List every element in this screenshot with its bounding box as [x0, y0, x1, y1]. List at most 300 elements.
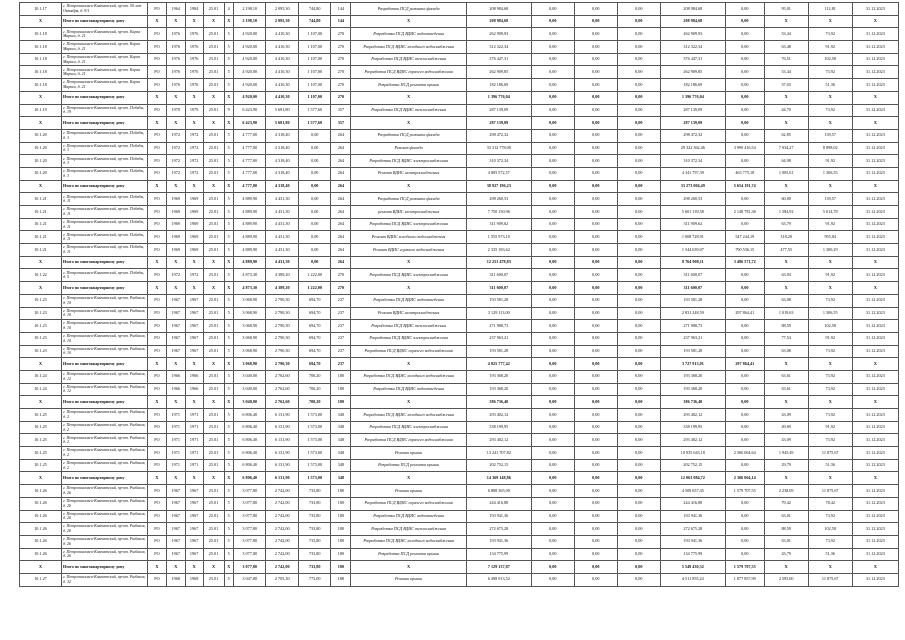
- cell-u1: 0,00: [725, 129, 764, 142]
- cell-n: 144: [331, 3, 351, 16]
- cell-x-marker: X: [166, 117, 185, 130]
- cell-y1: 1971: [166, 434, 185, 447]
- cell-s2: 2 790,30: [266, 345, 299, 358]
- cell-n: 264: [331, 142, 351, 155]
- cell-x-marker: X: [808, 472, 852, 485]
- cell-s3: 1 107,00: [298, 91, 331, 104]
- cell-x-marker: X: [351, 282, 466, 295]
- cell-work: Разработка ПСД ВДИС электроснабжения: [351, 155, 466, 168]
- cell-mat: РО: [147, 497, 166, 510]
- cell-date: 31.12.2023: [852, 447, 898, 460]
- cell-s3: 0,00: [298, 129, 331, 142]
- cell-f2: 0,00: [574, 472, 617, 485]
- cell-date: 31.12.2023: [852, 53, 898, 66]
- cell-x-marker: X: [147, 117, 166, 130]
- cell-f3: 0,00: [617, 79, 660, 92]
- cell-s2: 6 131,90: [266, 434, 299, 447]
- cell-y1: 1969: [166, 206, 185, 219]
- cell-y1: 1967: [166, 548, 185, 561]
- cell-s3: 733,80: [298, 548, 331, 561]
- cell-addr: г. Петропавловск-Камчатский, пр-кт. Карла Маркса, д. 21: [61, 41, 147, 54]
- cell-u2: 1 945,49: [764, 447, 808, 460]
- cell-x-marker: X: [20, 561, 62, 574]
- cell-addr: г. Петропавловск-Камчатский, пр-кт. Рыбаков, д. 10: [61, 332, 147, 345]
- cell-id: 10.1.26: [20, 535, 62, 548]
- cell-f2: 0,00: [574, 434, 617, 447]
- cell-n: 357: [331, 117, 351, 130]
- cell-fl: 5: [224, 218, 233, 231]
- cell-f2: 0,00: [574, 535, 617, 548]
- cell-mat: РО: [147, 167, 166, 180]
- cell-u3: 1 306,55: [808, 307, 852, 320]
- cell-x-marker: X: [147, 358, 166, 371]
- cell-fl: 5: [224, 497, 233, 510]
- cell-s2: 6 131,90: [266, 447, 299, 460]
- table-row: [20, 320, 899, 333]
- cell-own: 298 472,32: [660, 129, 725, 142]
- cell-s3: 700,20: [298, 396, 331, 409]
- cell-addr: г. Петропавловск-Камчатский, пр-кт. Рыбаков, д. 26: [61, 510, 147, 523]
- cell-id: 10.1.25: [20, 459, 62, 472]
- cell-cost: 13 241 707,82: [466, 447, 531, 460]
- cell-u3: 112,81: [808, 3, 852, 16]
- cell-y1: 1964: [166, 3, 185, 16]
- cell-y1: 1971: [166, 421, 185, 434]
- cell-own: 312 322,34: [660, 41, 725, 54]
- cell-s3: 0,00: [298, 256, 331, 269]
- cell-u1: 0,00: [725, 320, 764, 333]
- cell-f1: 0,00: [531, 307, 574, 320]
- cell-u1: 297 864,41: [725, 307, 764, 320]
- cell-s1: 3 077,80: [233, 548, 266, 561]
- cell-y2: 1979: [185, 104, 203, 117]
- cell-u3: 102,58: [808, 320, 852, 333]
- cell-own: 208 984,68: [660, 15, 725, 28]
- cell-u3: 11 875,67: [808, 485, 852, 498]
- cell-y1: 1967: [166, 497, 185, 510]
- cell-s2: 5 681,80: [266, 117, 299, 130]
- cell-u3: 91,92: [808, 155, 852, 168]
- cell-f2: 0,00: [574, 497, 617, 510]
- cell-u1: 0,00: [725, 104, 764, 117]
- cell-work: Разработка ПСД ВДИС водоотведения: [351, 510, 466, 523]
- table-row: [20, 79, 899, 92]
- cell-own: 293 402,12: [660, 434, 725, 447]
- cell-x-marker: X: [224, 15, 233, 28]
- cell-f2: 0,00: [574, 485, 617, 498]
- cell-addr: г. Петропавловск-Камчатский, пр-кт. Победы, д. 11: [61, 244, 147, 257]
- cell-s1: 4 873,30: [233, 282, 266, 295]
- cell-date: 31.12.2023: [852, 548, 898, 561]
- cell-s1: 6 806,40: [233, 421, 266, 434]
- cell-s2: 2 742,00: [266, 485, 299, 498]
- cell-n: 270: [331, 282, 351, 295]
- cell-u2: 1 584,92: [764, 206, 808, 219]
- cell-y2: 1971: [185, 447, 203, 460]
- cell-mat: РО: [147, 244, 166, 257]
- cell-addr: г. Петропавловск-Камчатский, пр-кт. Рыбаков, д. 2: [61, 459, 147, 472]
- cell-f1: 0,00: [531, 41, 574, 54]
- cell-work: Разработка ПСД ВДИС электроснабжения: [351, 218, 466, 231]
- cell-kind: 25.01: [203, 244, 224, 257]
- cell-n: 264: [331, 218, 351, 231]
- cell-f2: 0,00: [574, 79, 617, 92]
- cell-kind: 25.01: [203, 218, 224, 231]
- cell-date: 31.12.2023: [852, 434, 898, 447]
- cell-kind: 25.01: [203, 307, 224, 320]
- cell-s3: 0,00: [298, 244, 331, 257]
- cell-s2: 6 131,90: [266, 409, 299, 422]
- cell-s1: 3 077,80: [233, 510, 266, 523]
- cell-s1: 6 806,40: [233, 409, 266, 422]
- cell-u2: 63,01: [764, 535, 808, 548]
- cell-x-marker: X: [852, 561, 898, 574]
- cell-f1: 0,00: [531, 294, 574, 307]
- cell-f1: 0,00: [531, 358, 574, 371]
- cell-f2: 0,00: [574, 282, 617, 295]
- cell-f3: 0,00: [617, 142, 660, 155]
- cell-s1: 4 920,00: [233, 79, 266, 92]
- cell-u1: 0,00: [725, 117, 764, 130]
- cell-n: 348: [331, 459, 351, 472]
- cell-f2: 0,00: [574, 15, 617, 28]
- cell-n: 264: [331, 180, 351, 193]
- cell-f2: 0,00: [574, 320, 617, 333]
- table-row: [20, 28, 899, 41]
- cell-kind: 25.01: [203, 548, 224, 561]
- cell-s3: 700,20: [298, 370, 331, 383]
- cell-cost: 193 941,36: [466, 535, 531, 548]
- cell-mat: РО: [147, 548, 166, 561]
- cell-u3: 73,92: [808, 66, 852, 79]
- cell-s1: 3 077,80: [233, 561, 266, 574]
- table-row: [20, 218, 899, 231]
- cell-f3: 0,00: [617, 535, 660, 548]
- cell-n: 264: [331, 193, 351, 206]
- cell-s1: 3 068,90: [233, 358, 266, 371]
- cell-y2: 1972: [185, 129, 203, 142]
- cell-cost: 271 988,73: [466, 320, 531, 333]
- cell-own: 8 764 908,11: [660, 256, 725, 269]
- cell-u1: 463 775,18: [725, 167, 764, 180]
- cell-u3: 78,42: [808, 497, 852, 510]
- cell-s3: 744,80: [298, 3, 331, 16]
- cell-f2: 0,00: [574, 383, 617, 396]
- cell-u2: 63,94: [764, 269, 808, 282]
- cell-f1: 0,00: [531, 447, 574, 460]
- cell-f3: 0,00: [617, 294, 660, 307]
- cell-x-marker: X: [808, 180, 852, 193]
- cell-y2: 1972: [185, 269, 203, 282]
- cell-own: 293 402,12: [660, 409, 725, 422]
- cell-f2: 0,00: [574, 332, 617, 345]
- cell-addr: г. Петропавловск-Камчатский, пр-кт. Карла Маркса, д. 21: [61, 79, 147, 92]
- cell-f1: 0,00: [531, 193, 574, 206]
- cell-mat: РО: [147, 535, 166, 548]
- cell-f2: 0,00: [574, 142, 617, 155]
- cell-s3: 694,70: [298, 358, 331, 371]
- cell-u3: 955,84: [808, 231, 852, 244]
- cell-u2: 43,09: [764, 409, 808, 422]
- cell-date: 31.12.2023: [852, 370, 898, 383]
- cell-y2: 1966: [185, 383, 203, 396]
- cell-u1: 2 306 064,64: [725, 447, 764, 460]
- cell-f3: 0,00: [617, 358, 660, 371]
- cell-y1: 1969: [166, 244, 185, 257]
- cell-y2: 1967: [185, 523, 203, 536]
- cell-mat: РО: [147, 269, 166, 282]
- cell-addr: г. Петропавловск-Камчатский, пр-кт. Рыбаков, д. 26: [61, 485, 147, 498]
- cell-addr: г. Петропавловск-Камчатский, пр-кт. Рыбаков, д. 32: [61, 573, 147, 586]
- table-row: [20, 244, 899, 257]
- table-row: [20, 332, 899, 345]
- cell-x-marker: X: [852, 91, 898, 104]
- cell-work: Разработка ПСД ВДИС горячего водоснабжения: [351, 345, 466, 358]
- cell-x-marker: X: [764, 472, 808, 485]
- cell-u2: 29,79: [764, 459, 808, 472]
- cell-n: 348: [331, 447, 351, 460]
- cell-x-marker: X: [166, 282, 185, 295]
- cell-y1: 1969: [166, 218, 185, 231]
- cell-addr: г. Петропавловск-Камчатский, пр-кт. Рыбаков, д. 10: [61, 320, 147, 333]
- table-row: [20, 307, 899, 320]
- cell-x-marker: X: [224, 256, 233, 269]
- cell-kind: 25.01: [203, 193, 224, 206]
- cell-u1: 297 864,41: [725, 358, 764, 371]
- cell-u1: 0,00: [725, 510, 764, 523]
- cell-x-marker: X: [808, 256, 852, 269]
- cell-cost: 237 963,21: [466, 332, 531, 345]
- cell-u3: 73,92: [808, 104, 852, 117]
- cell-y1: 1967: [166, 332, 185, 345]
- cell-cost: 6 498 913,52: [466, 573, 531, 586]
- cell-f2: 0,00: [574, 573, 617, 586]
- cell-s2: 2 762,60: [266, 370, 299, 383]
- cell-id: 10.1.21: [20, 218, 62, 231]
- cell-s3: 0,00: [298, 155, 331, 168]
- cell-cost: 1 396 776,04: [466, 91, 531, 104]
- cell-date: 31.12.2023: [852, 193, 898, 206]
- cell-x-marker: X: [185, 561, 203, 574]
- cell-f2: 0,00: [574, 155, 617, 168]
- cell-label: Итого по многоквартирному дому: [61, 91, 147, 104]
- cell-kind: 25.01: [203, 79, 224, 92]
- cell-s1: 4 777,00: [233, 180, 266, 193]
- cell-n: 270: [331, 41, 351, 54]
- cell-u1: 0,00: [725, 91, 764, 104]
- cell-fl: 5: [224, 573, 233, 586]
- cell-u2: 43,09: [764, 434, 808, 447]
- cell-f1: 0,00: [531, 218, 574, 231]
- cell-u3: 73,92: [808, 370, 852, 383]
- table-row: [20, 206, 899, 219]
- cell-id: 10.1.22: [20, 269, 62, 282]
- cell-f3: 0,00: [617, 472, 660, 485]
- cell-u1: 0,00: [725, 41, 764, 54]
- cell-u2: 43,79: [764, 548, 808, 561]
- cell-s2: 6 131,90: [266, 472, 299, 485]
- cell-s1: 4 889,90: [233, 231, 266, 244]
- cell-s2: 4 410,30: [266, 91, 299, 104]
- cell-s1: 6 806,40: [233, 447, 266, 460]
- cell-id: 10.1.18: [20, 41, 62, 54]
- cell-f1: 0,00: [531, 167, 574, 180]
- cell-fl: 5: [224, 548, 233, 561]
- cell-cost: 193 581,28: [466, 345, 531, 358]
- cell-f3: 0,00: [617, 218, 660, 231]
- cell-s1: 3 068,90: [233, 307, 266, 320]
- cell-f1: 0,00: [531, 231, 574, 244]
- cell-id: 10.1.25: [20, 409, 62, 422]
- cell-y1: 1967: [166, 320, 185, 333]
- cell-id: 10.1.24: [20, 370, 62, 383]
- cell-own: 4 509 657,45: [660, 485, 725, 498]
- cell-n: 180: [331, 510, 351, 523]
- cell-u2: 63,08: [764, 294, 808, 307]
- cell-kind: 25.01: [203, 459, 224, 472]
- cell-mat: РО: [147, 523, 166, 536]
- cell-u2: 2 595,00: [764, 573, 808, 586]
- cell-work: Разработка ПСД ВДИС горячего водоснабжения: [351, 497, 466, 510]
- cell-y2: 1971: [185, 409, 203, 422]
- cell-n: 348: [331, 421, 351, 434]
- cell-date: 31.12.2023: [852, 421, 898, 434]
- cell-n: 237: [331, 345, 351, 358]
- cell-id: 10.1.25: [20, 421, 62, 434]
- cell-work: Разработка ПСД ремонта фасада: [351, 193, 466, 206]
- cell-s3: 1 573,00: [298, 434, 331, 447]
- cell-y2: 1967: [185, 535, 203, 548]
- cell-u2: 79,42: [764, 497, 808, 510]
- spreadsheet-page: [19, 2, 899, 587]
- cell-x-marker: X: [351, 91, 466, 104]
- cell-s3: 1 577,60: [298, 104, 331, 117]
- cell-x-marker: X: [852, 180, 898, 193]
- cell-addr: г. Петропавловск-Камчатский, пр-кт. Победы, д. 11: [61, 193, 147, 206]
- cell-f1: 0,00: [531, 434, 574, 447]
- cell-addr: г. Петропавловск-Камчатский, пр-кт. Карла Маркса, д. 21: [61, 53, 147, 66]
- cell-work: Разработка ПСД ВДИС теплоснабжения: [351, 523, 466, 536]
- cell-own: 2 831 248,59: [660, 307, 725, 320]
- cell-own: 311 909,62: [660, 218, 725, 231]
- cell-f2: 0,00: [574, 548, 617, 561]
- cell-u3: 73,92: [808, 383, 852, 396]
- cell-mat: РО: [147, 193, 166, 206]
- cell-x-marker: X: [185, 91, 203, 104]
- cell-cost: 287 139,09: [466, 104, 531, 117]
- cell-date: 31.12.2023: [852, 244, 898, 257]
- cell-x-marker: X: [224, 472, 233, 485]
- cell-fl: 5: [224, 307, 233, 320]
- cell-u3: 91,92: [808, 421, 852, 434]
- cell-addr: г. Петропавловск-Камчатский, пр-кт. Победы, д. 11: [61, 231, 147, 244]
- cell-n: 270: [331, 53, 351, 66]
- cell-own: 244 416,88: [660, 497, 725, 510]
- cell-u1: 0,00: [725, 523, 764, 536]
- cell-x-marker: X: [20, 180, 62, 193]
- cell-work: Разработка ПСД ВДИС водоотведения: [351, 383, 466, 396]
- cell-mat: РО: [147, 218, 166, 231]
- cell-kind: 25.01: [203, 53, 224, 66]
- cell-f1: 0,00: [531, 396, 574, 409]
- cell-id: 10.1.26: [20, 510, 62, 523]
- cell-n: 180: [331, 523, 351, 536]
- total-row: [20, 561, 899, 574]
- cell-kind: 25.01: [203, 155, 224, 168]
- cell-u2: 44,70: [764, 104, 808, 117]
- cell-s2: 4 431,30: [266, 206, 299, 219]
- cell-f2: 0,00: [574, 218, 617, 231]
- cell-x-marker: X: [166, 180, 185, 193]
- cell-x-marker: X: [764, 15, 808, 28]
- cell-u3: 73,92: [808, 345, 852, 358]
- cell-f2: 0,00: [574, 28, 617, 41]
- cell-own: 3 727 913,01: [660, 358, 725, 371]
- cell-x-marker: X: [185, 396, 203, 409]
- cell-s1: 2 198,10: [233, 3, 266, 16]
- cell-own: 134 775,99: [660, 548, 725, 561]
- cell-f3: 0,00: [617, 459, 660, 472]
- cell-y1: 1967: [166, 294, 185, 307]
- cell-u1: 0,00: [725, 155, 764, 168]
- cell-n: 270: [331, 66, 351, 79]
- cell-f3: 0,00: [617, 66, 660, 79]
- cell-mat: РО: [147, 409, 166, 422]
- cell-f3: 0,00: [617, 447, 660, 460]
- cell-s1: 4 889,90: [233, 218, 266, 231]
- cell-x-marker: X: [203, 117, 224, 130]
- table-row: [20, 193, 899, 206]
- cell-id: 10.1.18: [20, 66, 62, 79]
- cell-x-marker: X: [166, 358, 185, 371]
- cell-x-marker: X: [351, 561, 466, 574]
- cell-cost: 208 984,68: [466, 3, 531, 16]
- cell-x-marker: X: [166, 256, 185, 269]
- cell-x-marker: X: [147, 180, 166, 193]
- cell-work: Разработка ПСД ВДИС холодного водоснабжения: [351, 535, 466, 548]
- cell-f1: 0,00: [531, 332, 574, 345]
- cell-y2: 1976: [185, 53, 203, 66]
- cell-x-marker: X: [185, 282, 203, 295]
- cell-n: 270: [331, 79, 351, 92]
- cell-id: 10.1.21: [20, 193, 62, 206]
- cell-f2: 0,00: [574, 3, 617, 16]
- cell-n: 180: [331, 383, 351, 396]
- cell-cost: 202 752,15: [466, 459, 531, 472]
- cell-kind: 25.01: [203, 421, 224, 434]
- cell-s1: 3 068,90: [233, 294, 266, 307]
- cell-u2: 63,08: [764, 345, 808, 358]
- cell-u2: 37,03: [764, 79, 808, 92]
- cell-s3: 1 222,00: [298, 282, 331, 295]
- cell-f1: 0,00: [531, 510, 574, 523]
- cell-id: 10.1.18: [20, 53, 62, 66]
- cell-kind: 25.01: [203, 409, 224, 422]
- cell-own: 298 260,53: [660, 193, 725, 206]
- cell-f2: 0,00: [574, 167, 617, 180]
- cell-s3: 1 107,00: [298, 53, 331, 66]
- cell-u1: 2 148 781,38: [725, 206, 764, 219]
- cell-mat: РО: [147, 294, 166, 307]
- cell-s3: 1 573,00: [298, 447, 331, 460]
- cell-cost: 182 186,69: [466, 79, 531, 92]
- cell-f2: 0,00: [574, 117, 617, 130]
- cell-s1: 3 077,80: [233, 523, 266, 536]
- cell-id: 10.1.25: [20, 447, 62, 460]
- cell-f2: 0,00: [574, 53, 617, 66]
- cell-y1: 1976: [166, 66, 185, 79]
- cell-u2: 63,61: [764, 383, 808, 396]
